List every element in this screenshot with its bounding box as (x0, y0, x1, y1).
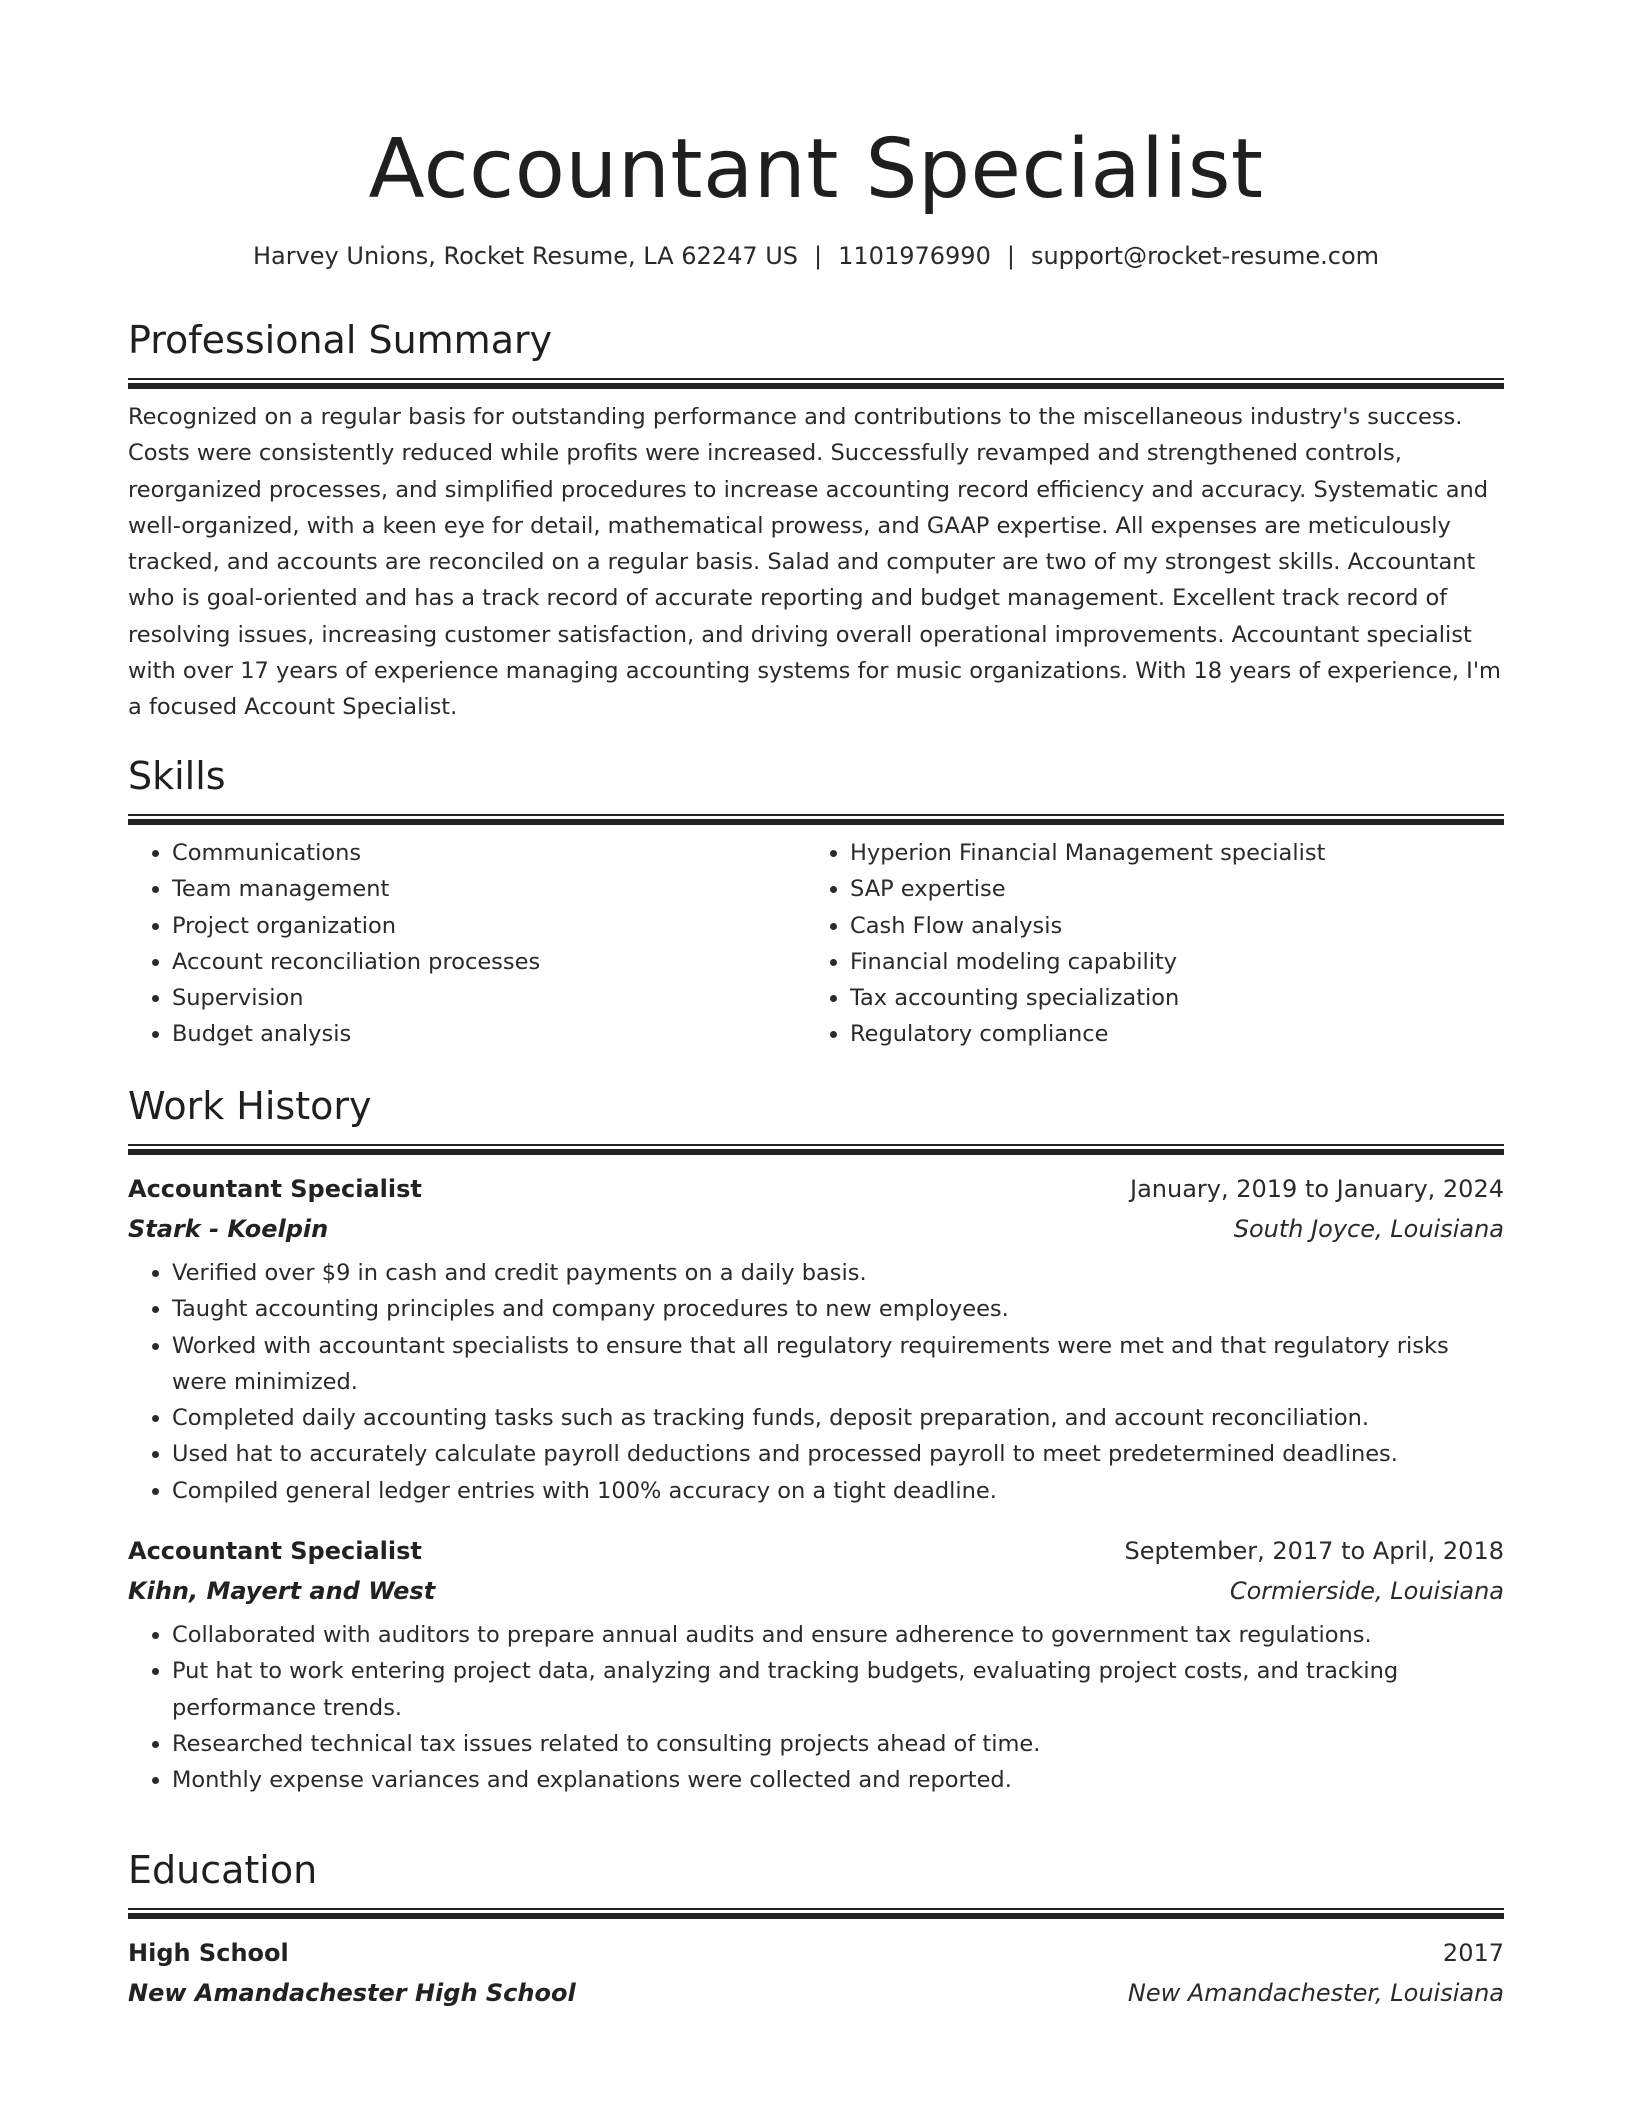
job-company-row (128, 1209, 1504, 1249)
section-title-summary: Professional Summary (128, 318, 553, 362)
job-bullet: • Put hat to work entering project data, analyzing and tracking budgets, evaluating project costs, and tracking performance trends. (172, 1653, 1504, 1726)
job-title: Accountant Specialist (128, 1175, 422, 1203)
education-entry (128, 1933, 1504, 2013)
education-school-row (128, 1973, 1504, 2013)
contact-phone: 1101976990 (838, 242, 991, 270)
job-location: Cormierside, Louisiana (1229, 1577, 1504, 1606)
contact-address: Harvey Unions, Rocket Resume, LA 62247 US (252, 242, 799, 270)
skills-column-left (128, 835, 806, 1053)
work-history-section (128, 1082, 1504, 1799)
job-company: Stark - Koelpin (128, 1215, 329, 1243)
education-section (128, 1846, 1504, 2013)
job-bullet: • Taught accounting principles and company procedures to new employees. (172, 1291, 1504, 1327)
skill-item: • Regulatory compliance (850, 1016, 1484, 1052)
contact-separator: | (814, 242, 823, 270)
job-bullet: • Used hat to accurately calculate payroll deductions and processed payroll to meet predetermined deadlines. (172, 1436, 1504, 1472)
skill-item: • Communications (172, 835, 806, 871)
section-rule (128, 1144, 1504, 1155)
job-bullet: • Completed daily accounting tasks such as tracking funds, deposit preparation, and account reconciliation. (172, 1400, 1504, 1436)
section-rule (128, 1908, 1504, 1919)
job-header-row (128, 1531, 1504, 1571)
skills-grid (128, 835, 1504, 1053)
job-dates: January, 2019 to January, 2024 (1130, 1175, 1504, 1203)
job-header-row (128, 1169, 1504, 1209)
job-bullet: • Collaborated with auditors to prepare annual audits and ensure adherence to government tax regulations. (172, 1617, 1504, 1653)
education-school: New Amandachester High School (128, 1979, 576, 2007)
job-location: South Joyce, Louisiana (1233, 1215, 1504, 1243)
job-title: Accountant Specialist (128, 1537, 422, 1566)
contact-separator: | (1006, 242, 1015, 270)
job-company-row (128, 1571, 1504, 1611)
resume-name: Accountant Specialist (368, 122, 1264, 217)
contact-line (128, 238, 1504, 274)
skill-item: • Team management (172, 871, 806, 907)
job-entry (128, 1531, 1504, 1798)
job-bullet: • Worked with accountant specialists to ensure that all regulatory requirements were met and that regulatory risks were minimized. (172, 1328, 1504, 1401)
job-bullets (128, 1255, 1504, 1509)
education-location: New Amandachester, Louisiana (1127, 1979, 1504, 2007)
education-degree: High School (128, 1939, 289, 1967)
job-bullet: • Compiled general ledger entries with 100% accuracy on a tight deadline. (172, 1473, 1504, 1509)
skill-item: • Financial modeling capability (850, 944, 1484, 980)
job-dates: September, 2017 to April, 2018 (1124, 1537, 1504, 1566)
section-title-skills: Skills (128, 754, 226, 798)
skill-item: • Hyperion Financial Management specialist (850, 835, 1484, 871)
summary-section (128, 316, 1504, 726)
job-bullet: • Researched technical tax issues related to consulting projects ahead of time. (172, 1726, 1504, 1762)
section-title-work-history: Work History (128, 1084, 372, 1128)
contact-email: support@rocket-resume.com (1030, 242, 1380, 270)
job-entry (128, 1169, 1504, 1509)
skills-section (128, 752, 1504, 1053)
section-rule (128, 814, 1504, 825)
section-title-education: Education (128, 1848, 318, 1892)
education-year: 2017 (1442, 1939, 1504, 1967)
skill-item: • Project organization (172, 908, 806, 944)
section-rule (128, 378, 1504, 389)
skill-item: • Tax accounting specialization (850, 980, 1484, 1016)
job-company: Kihn, Mayert and West (128, 1577, 436, 1606)
job-bullets (128, 1617, 1504, 1798)
skill-item: • Supervision (172, 980, 806, 1016)
job-bullet: • Monthly expense variances and explanations were collected and reported. (172, 1762, 1504, 1798)
education-header-row (128, 1933, 1504, 1973)
skill-item: • Cash Flow analysis (850, 908, 1484, 944)
skills-column-right (806, 835, 1484, 1053)
job-bullet: • Verified over $9 in cash and credit payments on a daily basis. (172, 1255, 1504, 1291)
skill-item: • SAP expertise (850, 871, 1484, 907)
skill-item: • Account reconciliation processes (172, 944, 806, 980)
skill-item: • Budget analysis (172, 1016, 806, 1052)
summary-text: Recognized on a regular basis for outstanding performance and contributions to the miscellaneous industry's success. Costs were consistently reduced while profits were increased. Successfully revamped and strengthened controls, reorganized processes, and simplified procedures to increase accounting record efficiency and accuracy. Systematic and well-organized, with a keen eye for detail, mathematical prowess, and GAAP expertise. All expenses are meticulously tracked, and accounts are reconciled on a regular basis. Salad and computer are two of my strongest skills. Accountant who is goal-oriented and has a track record of accurate reporting and budget management. Excellent track record of resolving issues, increasing customer satisfaction, and driving overall operational improvements. Accountant specialist with over 17 years of experience managing accounting systems for music organizations. With 18 years of experience, I'm a focused Account Specialist. (128, 404, 1501, 721)
